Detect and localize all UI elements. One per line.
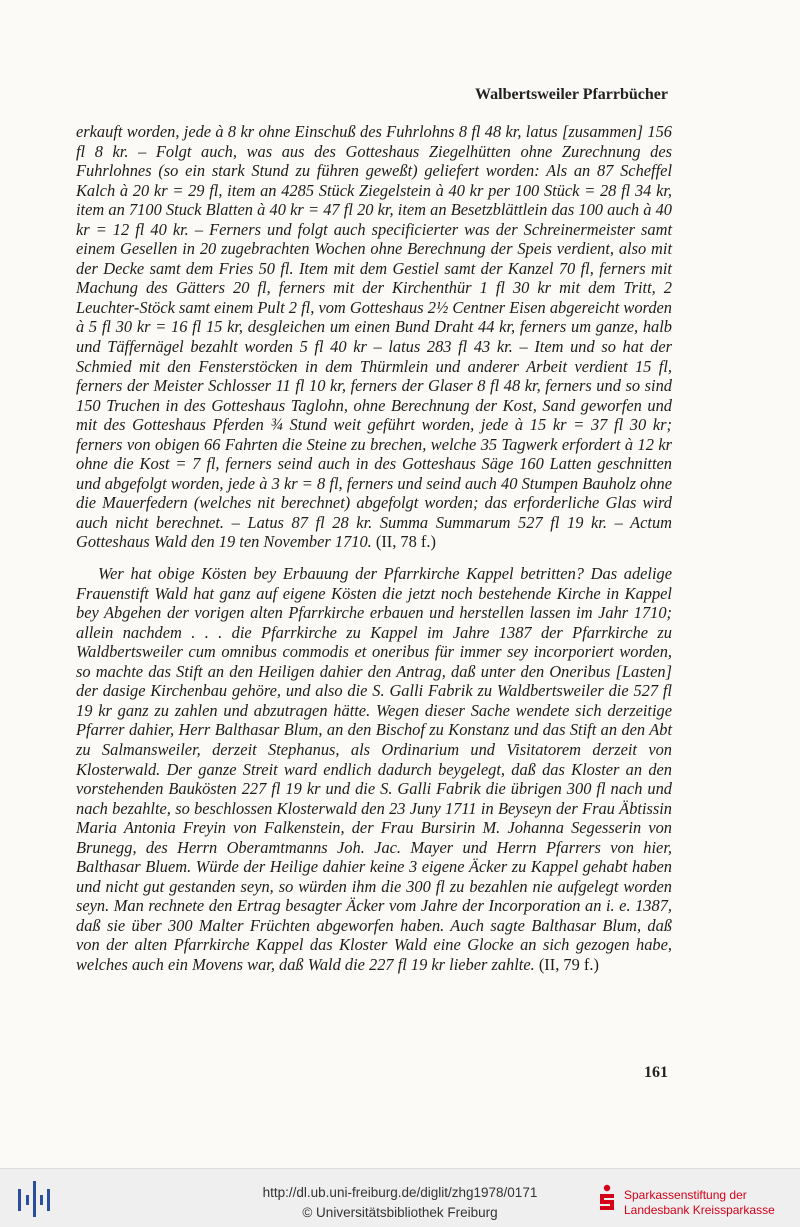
sponsor-line-1: Sparkassenstiftung der	[624, 1188, 747, 1202]
paragraph-2-text: Wer hat obige Kösten bey Erbauung der Pfarrkirche Kappel betritten? Das adelige Frauenstift Wald hat ganz auf eigene Kösten die jetzt noch bestehende Kirche in Kappel bey Abgehen der vorigen alten Pfarrkirche erbauen und herstellen lassen im Jahr 1710; allein nachdem . . . die Pfarrkirche zu Kappel im Jahre 1387 der Pfarrkirche zu Waldbertsweiler cum omnibus commodis et oneribus für immer sey incorporiert worden, so machte das Stift an den Heiligen dahier den Antrag, daß unter den Oneribus [Lasten] der dasige Kirchenbau gehöre, und also die S. Galli Fabrik zu Waldbertsweiler die 527 fl 19 kr ganz zu zahlen und abzutragen hätte. Wegen dieser Sache wendete sich derzeitige Pfarrer dahier, Herr Balthasar Blum, an den Bischof zu Konstanz und das Stift an den Abt zu Salmansweiler, derzeit Stephanus, als Ordinarium und Visitatorem derzeit von Klosterwald. Der ganze Streit ward endlich dadurch beygelegt, daß das Kloster an den vorstehenden Baukösten 227 fl 19 kr und die S. Galli Fabrik die übrigen 300 fl nach und nach bezahlte, so beschlossen Klosterwald den 23 Juny 1711 in Beyseyn der Frau Äbtissin Maria Antonia Freyin von Falkenstein, der Frau Bursirin M. Johanna Segesserin von Brunegg, des Herrn Oberamtmanns Joh. Jac. Mayer und Herrn Pfarrers von hier, Balthasar Bluem. Würde der Heilige dahier keine 3 eigene Äcker zu Kappel gehabt haben und nicht gut gestanden seyn, so würden ihm die 300 fl zu bezahlen nie aufgelegt worden seyn. Man rechnete den Ertrag besagter Äcker vom Jahre der Incorporation an i. e. 1387, daß sie über 300 Malter Früchten abgeworfen haben. Auch sagte Balthasar Blum, daß von der alten Pfarrkirche Kappel das Kloster Wald eine Glocke an sich gezogen habe, welches auch ein Movens war, daß Wald die 227 fl 19 kr lieber zahlte.	[76, 564, 672, 974]
paragraph-1-text: erkauft worden, jede à 8 kr ohne Einschuß des Fuhrlohns 8 fl 48 kr, latus [zusammen] 156 fl 8 kr. – Folgt auch, was aus des Gotteshaus Ziegelhütten ohne Zurechnung des Fuhrlohnes (so ein stark Stund zu führen geweßt) geliefert worden: Als an 87 Scheffel Kalch à 20 kr = 29 fl, item an 4285 Stück Ziegelstein à 40 kr per 100 Stück = 28 fl 34 kr, item an 7100 Stuck Blatten à 40 kr = 47 fl 20 kr, item an Besetzblättlein das 100 auch à 40 kr = 12 fl 40 kr. – Ferners und folgt auch specificierter was der Schreinermeister samt einem Gesellen in 20 zugebrachten Wochen ohne Berechnung der Speis verdient, also mit der Decke samt dem Fries 50 fl. Item mit dem Gestiel samt der Kanzel 70 fl, ferners mit Machung des Gätters 20 fl, ferners mit der Kirchenthür 1 fl 30 kr mit dem Tritt, 2 Leuchter-Stöck samt einem Pult 2 fl, vom Gotteshaus 2½ Centner Eisen abgereicht worden à 5 fl 30 kr = 16 fl 15 kr, desgleichen um einen Bund Draht 44 kr, ferners um ganze, halb und Täffernägel bezahlt worden 5 fl 40 kr – latus 283 fl 43 kr. – Item und so hat der Schmied mit den Fensterstöcken in dem Thürmlein und anderer Arbeit verdient 15 fl, ferners der Meister Schlosser 11 fl 10 kr, ferners der Glaser 8 fl 48 kr, ferners und so sind 150 Truchen in des Gotteshaus Taglohn, ohne Berechnung der Kost, Sand geworfen und mit des Gotteshaus Pferden ¾ Stund weit geführt worden, jede à 15 kr = 37 fl 30 kr; ferners von obigen 66 Fahrten die Steine zu brechen, welche 35 Tagwerk erfordert à 12 kr ohne die Kost = 7 fl, ferners seind auch in des Gotteshaus Säge 160 Latten geschnitten und abgefolgt worden, jede à 3 kr = 8 fl, ferners und seind auch 40 Stumpen Bauholz ohne die Mauerfedern (welches nit berechnet) abgefolgt worden; das erforderliche Glas wird auch nicht berechnet. – Latus 87 fl 28 kr. Summa Summarum 527 fl 19 kr. – Actum Gotteshaus Wald den 19 ten November 1710.	[76, 122, 672, 552]
paragraph-2-citation: (II, 79 f.)	[534, 954, 599, 974]
permalink-url[interactable]: http://dl.ub.uni-freiburg.de/diglit/zhg1978/0171	[262, 1185, 538, 1200]
page-number: 161	[644, 1064, 668, 1081]
paragraph-2	[76, 564, 672, 974]
body-text	[76, 122, 672, 975]
sparkasse-logo-icon	[594, 1184, 620, 1214]
viewer-footer	[0, 1168, 800, 1227]
running-head: Walbertsweiler Pfarrbücher	[475, 86, 668, 103]
sponsor-name	[624, 1188, 775, 1218]
sponsor-logo[interactable]	[594, 1184, 794, 1224]
paragraph-1-citation: (II, 78 f.)	[371, 532, 436, 552]
sponsor-line-2: Landesbank Kreissparkasse	[624, 1203, 775, 1217]
paragraph-1	[76, 122, 672, 552]
copyright-notice: © Universitätsbibliothek Freiburg	[302, 1205, 498, 1220]
